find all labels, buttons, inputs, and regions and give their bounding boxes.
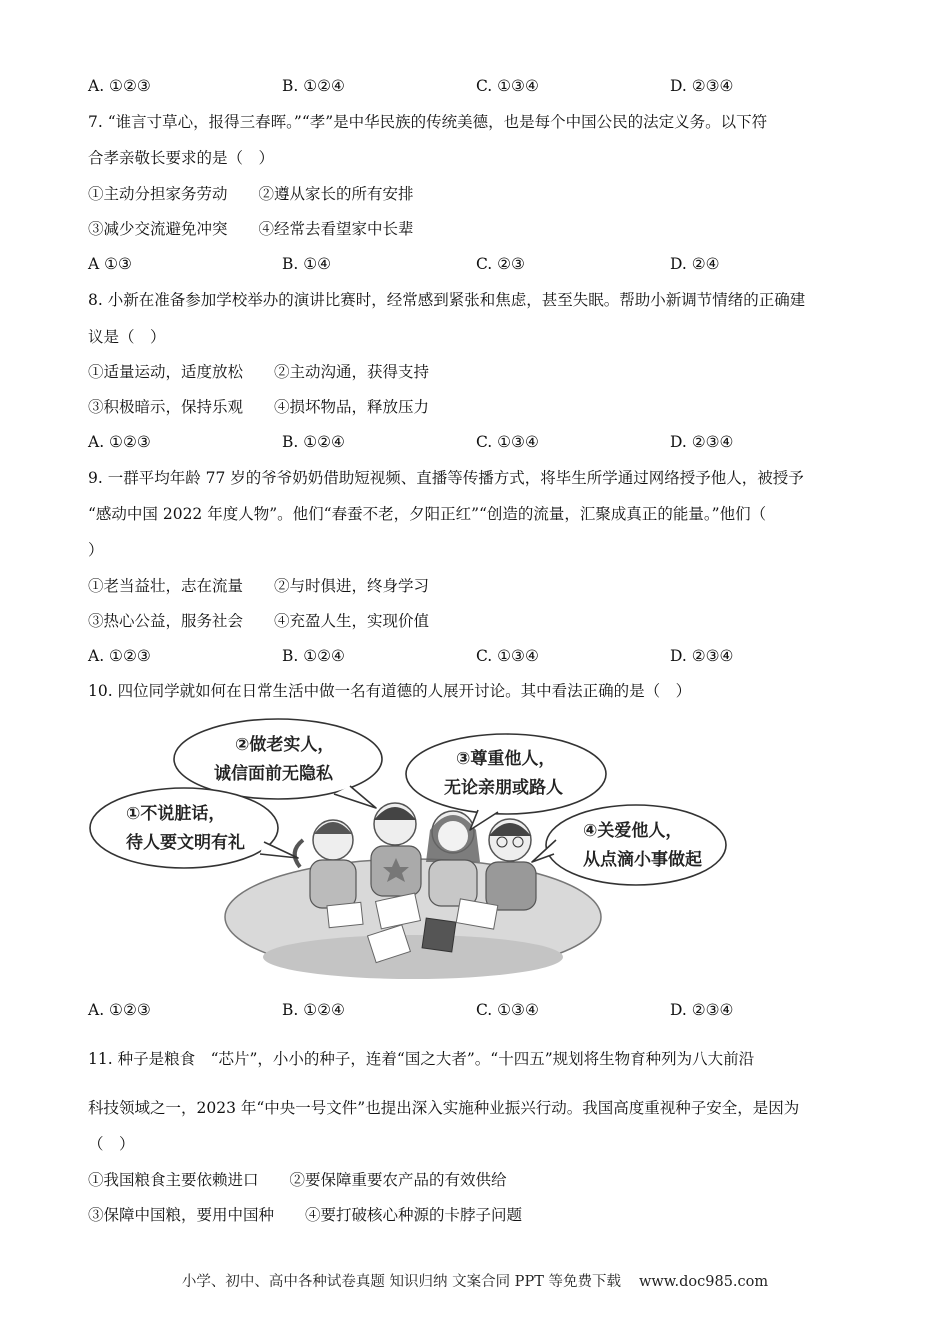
speech-bubble-4 <box>532 805 726 885</box>
q6-option-b: B. ①②④ <box>282 77 345 95</box>
bubble-4-line2: 从点滴小事做起 <box>583 850 702 870</box>
q7-option-b: B. ①④ <box>282 255 332 273</box>
q10-stem-line1: 10. 四位同学就如何在日常生活中做一名有道德的人展开讨论。其中看法正确的是（ ） <box>88 682 692 700</box>
q10-option-d: D. ②③④ <box>670 1001 734 1019</box>
q11-stem-line3: （ ） <box>88 1135 135 1153</box>
student-figure-4 <box>486 819 536 910</box>
q7-stem-line1: 7. “谁言寸草心，报得三春晖。”“孝”是中华民族的传统美德，也是每个中国公民的法定义务。以下符 <box>88 113 768 131</box>
q8-option-c: C. ①③④ <box>476 433 539 451</box>
q8-option-d: D. ②③④ <box>670 433 734 451</box>
q9-option-b: B. ①②④ <box>282 647 345 665</box>
q7-items-line1: ①主动分担家务劳动 ②遵从家长的所有安排 <box>88 185 414 203</box>
q9-stem-line1: 9. 一群平均年龄 77 岁的爷爷奶奶借助短视频、直播等传播方式，将毕生所学通过网络授予他人，被授予 <box>88 469 804 487</box>
q10-option-a: A. ①②③ <box>88 1001 151 1019</box>
q6-option-d: D. ②③④ <box>670 77 734 95</box>
bubble-1-line1: ①不说脏话， <box>126 804 226 824</box>
q9-items-line1: ①老当益壮，志在流量 ②与时俱进，终身学习 <box>88 577 430 595</box>
bubble-2-line1: ②做老实人， <box>235 735 335 755</box>
q11-stem-line2: 科技领域之一，2023 年“中央一号文件”也提出深入实施种业振兴行动。我国高度重视种子安全，是因为 <box>88 1099 800 1117</box>
bubble-4-line1: ④关爱他人， <box>583 821 683 841</box>
q8-option-b: B. ①②④ <box>282 433 345 451</box>
bubble-2-line2: 诚信面前无隐私 <box>214 764 333 784</box>
q7-items-line2: ③减少交流避免冲突 ④经常去看望家中长辈 <box>88 220 414 238</box>
bubble-3-line2: 无论亲朋或路人 <box>444 778 563 798</box>
q10-option-b: B. ①②④ <box>282 1001 345 1019</box>
q11-stem-line1: 11. 种子是粮食 “芯片”，小小的种子，连着“国之大者”。“十四五”规划将生物育种列为八大前沿 <box>88 1050 755 1068</box>
q9-stem-line2: “感动中国 2022 年度人物”。他们“春蚕不老，夕阳正红”“创造的流量，汇聚成真正的能量。”他们（ <box>88 505 767 523</box>
q9-option-a: A. ①②③ <box>88 647 151 665</box>
q9-items-line2: ③热心公益，服务社会 ④充盈人生，实现价值 <box>88 612 430 630</box>
q10-option-c: C. ①③④ <box>476 1001 539 1019</box>
bubble-1-line2: 待人要文明有礼 <box>126 833 245 853</box>
q6-option-a: A. ①②③ <box>88 77 151 95</box>
q11-items-line2: ③保障中国粮，要用中国种 ④要打破核心种源的卡脖子问题 <box>88 1206 523 1224</box>
q9-option-d: D. ②③④ <box>670 647 734 665</box>
q11-items-line1: ①我国粮食主要依赖进口 ②要保障重要农产品的有效供给 <box>88 1171 507 1189</box>
q9-option-c: C. ①③④ <box>476 647 539 665</box>
q7-stem-line2: 合孝亲敬长要求的是（ ） <box>88 149 275 167</box>
q8-stem-line2: 议是（ ） <box>88 328 166 346</box>
page-footer <box>0 1270 950 1291</box>
q7-option-a: A ①③ <box>88 255 132 273</box>
q7-option-c: C. ②③ <box>476 255 525 273</box>
bubble-3-line1: ③尊重他人， <box>456 749 556 769</box>
q8-items-line2: ③积极暗示，保持乐观 ④损坏物品，释放压力 <box>88 398 430 416</box>
q8-items-line1: ①适量运动，适度放松 ②主动沟通，获得支持 <box>88 363 430 381</box>
speech-bubble-1 <box>90 788 298 868</box>
student-figure-2 <box>371 803 421 896</box>
footer-text: 小学、初中、高中各种试卷真题 知识归纳 文案合同 PPT 等免费下载 <box>181 1274 621 1290</box>
q8-stem-line1: 8. 小新在准备参加学校举办的演讲比赛时，经常感到紧张和焦虑，甚至失眠。帮助小新调节情绪的正确建 <box>88 291 806 309</box>
q6-option-c: C. ①③④ <box>476 77 539 95</box>
q7-option-d: D. ②④ <box>670 255 720 273</box>
q9-stem-line3: ） <box>88 541 104 559</box>
q8-option-a: A. ①②③ <box>88 433 151 451</box>
footer-site-link[interactable]: www.doc985.com <box>638 1274 769 1290</box>
discussion-illustration <box>88 712 728 984</box>
